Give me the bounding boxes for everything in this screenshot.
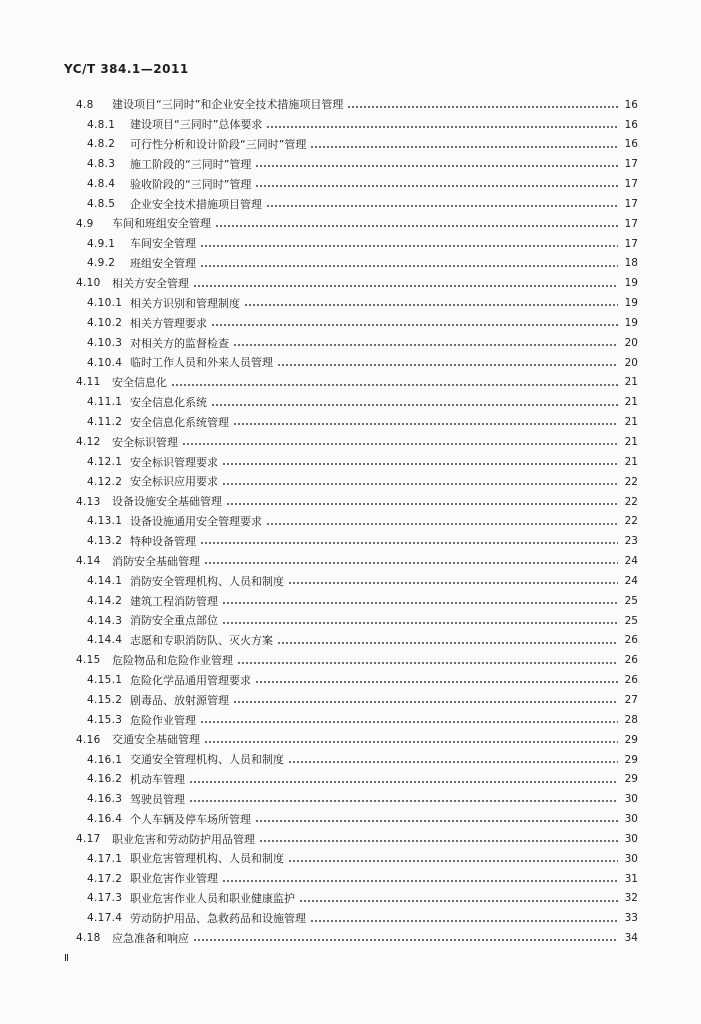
toc-entry-number: 4.17.1 [87, 852, 123, 865]
toc-entry-number: 4.13.2 [87, 535, 123, 548]
toc-entry[interactable] [76, 155, 638, 175]
toc-entry-page: 33 [624, 912, 638, 925]
toc-entry-title: 志愿和专职消防队、灭火方案 [130, 634, 273, 648]
toc-entry-number: 4.9.1 [87, 237, 116, 250]
dot-leader [288, 760, 618, 764]
toc-entry-number: 4.14.3 [87, 614, 123, 627]
toc-entry-page: 30 [624, 813, 638, 826]
toc-entry[interactable] [76, 730, 638, 750]
toc-entry[interactable] [76, 790, 638, 810]
toc-entry-number: 4.14.2 [87, 594, 123, 607]
dot-leader [200, 244, 618, 248]
dot-leader [277, 363, 618, 367]
toc-entry-page: 17 [624, 217, 638, 230]
toc-entry-title: 消防安全基础管理 [112, 554, 200, 568]
toc-entry-page: 17 [624, 197, 638, 210]
toc-entry-title: 对相关方的监督检查 [130, 336, 229, 350]
toc-entry-number: 4.15.2 [87, 693, 123, 706]
toc-entry[interactable] [76, 373, 638, 393]
dot-leader [310, 919, 618, 923]
toc-entry-number: 4.14.1 [87, 574, 123, 587]
toc-entry[interactable] [76, 492, 638, 512]
toc-entry-number: 4.10.4 [87, 356, 123, 369]
toc-entry-number: 4.8 [76, 98, 94, 111]
toc-entry-page: 17 [624, 237, 638, 250]
toc-entry-title: 消防安全重点部位 [130, 614, 218, 628]
toc-entry-title: 个人车辆及停车场所管理 [130, 812, 251, 826]
toc-entry[interactable] [76, 928, 638, 948]
toc-entry-number: 4.11.2 [87, 416, 123, 429]
toc-entry[interactable] [76, 591, 638, 611]
toc-entry-number: 4.14.4 [87, 634, 123, 647]
toc-entry-page: 26 [624, 654, 638, 667]
toc-entry-page: 16 [624, 98, 638, 111]
toc-entry-number: 4.10.2 [87, 316, 123, 329]
toc-entry-title: 安全信息化系统管理 [130, 415, 229, 429]
toc-entry-page: 22 [624, 475, 638, 488]
toc-entry[interactable] [76, 413, 638, 433]
toc-entry-page: 21 [624, 376, 638, 389]
toc-entry-title: 企业安全技术措施项目管理 [130, 197, 262, 211]
toc-entry-page: 19 [624, 277, 638, 290]
toc-entry[interactable] [76, 690, 638, 710]
toc-entry-page: 28 [624, 713, 638, 726]
toc-entry[interactable] [76, 512, 638, 532]
toc-entry-number: 4.16.2 [87, 773, 123, 786]
toc-entry-title: 相关方管理要求 [130, 316, 207, 330]
toc-entry-title: 应急准备和响应 [112, 931, 189, 945]
toc-entry[interactable] [76, 214, 638, 234]
dot-leader [244, 303, 618, 307]
dot-leader [237, 661, 618, 665]
toc-entry-page: 20 [624, 336, 638, 349]
toc-entry-title: 职业危害管理机构、人员和制度 [130, 852, 284, 866]
toc-entry-title: 验收阶段的“三同时”管理 [130, 177, 252, 191]
dot-leader [189, 799, 618, 803]
toc-entry-number: 4.12.1 [87, 455, 123, 468]
toc-entry-title: 职业危害作业管理 [130, 872, 218, 886]
dot-leader [222, 879, 618, 883]
toc-entry[interactable] [76, 472, 638, 492]
dot-leader [259, 839, 618, 843]
toc-entry-title: 车间安全管理 [130, 237, 196, 251]
toc-entry-title: 相关方识别和管理制度 [130, 296, 240, 310]
toc-entry[interactable] [76, 174, 638, 194]
toc-entry-title: 安全标识应用要求 [130, 475, 218, 489]
toc-entry-page: 30 [624, 852, 638, 865]
toc-entry-page: 32 [624, 892, 638, 905]
toc-entry-title: 临时工作人员和外来人员管理 [130, 356, 273, 370]
toc-entry-number: 4.16.3 [87, 793, 123, 806]
toc-entry[interactable] [76, 274, 638, 294]
toc-entry-title: 劳动防护用品、急救药品和设施管理 [130, 912, 306, 926]
toc-entry[interactable] [76, 135, 638, 155]
toc-entry-number: 4.13 [76, 495, 101, 508]
toc-entry-page: 23 [624, 535, 638, 548]
toc-entry-title: 危险化学品通用管理要求 [130, 673, 251, 687]
page-number: Ⅱ [64, 953, 69, 964]
dot-leader [226, 502, 618, 506]
toc-entry-number: 4.12 [76, 436, 101, 449]
toc-entry-page: 17 [624, 178, 638, 191]
toc-entry-number: 4.11 [76, 376, 101, 389]
toc-entry[interactable] [76, 750, 638, 770]
toc-entry-page: 29 [624, 733, 638, 746]
toc-entry[interactable] [76, 631, 638, 651]
toc-entry-page: 18 [624, 257, 638, 270]
dot-leader [193, 938, 618, 942]
document-header: YC/T 384.1—2011 [64, 62, 189, 76]
toc-entry[interactable] [76, 889, 638, 909]
toc-entry-page: 27 [624, 693, 638, 706]
toc-entry-page: 30 [624, 793, 638, 806]
dot-leader [200, 541, 618, 545]
toc-entry-number: 4.17 [76, 832, 101, 845]
toc-entry-page: 25 [624, 614, 638, 627]
dot-leader [288, 859, 618, 863]
toc-entry-page: 19 [624, 297, 638, 310]
toc-entry-number: 4.12.2 [87, 475, 123, 488]
toc-entry-number: 4.10 [76, 277, 101, 290]
dot-leader [222, 601, 618, 605]
toc-entry[interactable] [76, 293, 638, 313]
toc-entry-page: 22 [624, 495, 638, 508]
toc-entry[interactable] [76, 313, 638, 333]
toc-entry-title: 相关方安全管理 [112, 277, 189, 291]
toc-entry-number: 4.8.1 [87, 118, 116, 131]
toc-entry-number: 4.15.1 [87, 674, 123, 687]
toc-entry-number: 4.8.2 [87, 138, 116, 151]
dot-leader [233, 700, 618, 704]
dot-leader [255, 184, 618, 188]
toc-entry-number: 4.17.3 [87, 892, 123, 905]
toc-entry-number: 4.17.2 [87, 872, 123, 885]
toc-entry-title: 建设项目“三同时”和企业安全技术措施项目管理 [112, 98, 344, 112]
toc-entry[interactable] [76, 254, 638, 274]
toc-entry[interactable] [76, 432, 638, 452]
dot-leader [189, 780, 618, 784]
toc-entry[interactable] [76, 710, 638, 730]
toc-entry-title: 危险物品和危险作业管理 [112, 654, 233, 668]
dot-leader [233, 422, 618, 426]
toc-entry-page: 29 [624, 773, 638, 786]
toc-entry-page: 24 [624, 574, 638, 587]
dot-leader [171, 383, 618, 387]
toc-entry-number: 4.15 [76, 654, 101, 667]
toc-entry-number: 4.13.1 [87, 515, 123, 528]
toc-entry-title: 设备设施安全基础管理 [112, 495, 222, 509]
toc-entry[interactable] [76, 333, 638, 353]
toc-entry[interactable] [76, 770, 638, 790]
toc-entry-number: 4.8.5 [87, 197, 116, 210]
toc-entry-number: 4.10.1 [87, 297, 123, 310]
toc-entry-number: 4.8.4 [87, 178, 116, 191]
toc-entry[interactable] [76, 194, 638, 214]
toc-entry-page: 21 [624, 436, 638, 449]
toc-entry-number: 4.14 [76, 555, 101, 568]
toc-entry-number: 4.16.4 [87, 813, 123, 826]
toc-entry-number: 4.9.2 [87, 257, 116, 270]
toc-entry-title: 危险作业管理 [130, 713, 196, 727]
dot-leader [222, 462, 618, 466]
toc-entry[interactable] [76, 393, 638, 413]
toc-entry[interactable] [76, 670, 638, 690]
table-of-contents [76, 95, 638, 948]
toc-entry-page: 34 [624, 932, 638, 945]
dot-leader [222, 482, 618, 486]
toc-entry-title: 剧毒品、放射源管理 [130, 693, 229, 707]
toc-entry-title: 车间和班组安全管理 [112, 217, 211, 231]
toc-entry[interactable] [76, 452, 638, 472]
dot-leader [211, 323, 618, 327]
toc-entry[interactable] [76, 551, 638, 571]
toc-entry-page: 20 [624, 356, 638, 369]
toc-entry-title: 职业危害和劳动防护用品管理 [112, 832, 255, 846]
toc-entry[interactable] [76, 532, 638, 552]
toc-entry-page: 30 [624, 832, 638, 845]
dot-leader [211, 403, 618, 407]
toc-entry-title: 特种设备管理 [130, 534, 196, 548]
toc-entry-title: 安全信息化系统 [130, 396, 207, 410]
dot-leader [310, 145, 618, 149]
toc-entry[interactable] [76, 809, 638, 829]
toc-entry-page: 25 [624, 594, 638, 607]
toc-entry-title: 职业危害作业人员和职业健康监护 [130, 892, 295, 906]
toc-entry-number: 4.17.4 [87, 912, 123, 925]
toc-entry-title: 交通安全基础管理 [112, 733, 200, 747]
toc-entry[interactable] [76, 234, 638, 254]
toc-entry-page: 21 [624, 455, 638, 468]
toc-entry-number: 4.15.3 [87, 713, 123, 726]
dot-leader [288, 581, 618, 585]
toc-entry[interactable] [76, 869, 638, 889]
dot-leader [193, 284, 618, 288]
toc-entry-number: 4.18 [76, 932, 101, 945]
toc-entry-title: 班组安全管理 [130, 257, 196, 271]
toc-entry-page: 26 [624, 634, 638, 647]
toc-entry-page: 21 [624, 416, 638, 429]
toc-entry-title: 安全标识管理要求 [130, 455, 218, 469]
toc-entry[interactable] [76, 353, 638, 373]
dot-leader [182, 442, 618, 446]
toc-entry-page: 31 [624, 872, 638, 885]
dot-leader [266, 204, 618, 208]
toc-entry-page: 17 [624, 158, 638, 171]
dot-leader [266, 522, 618, 526]
toc-entry-page: 22 [624, 515, 638, 528]
toc-entry-number: 4.16 [76, 733, 101, 746]
toc-entry-title: 施工阶段的“三同时”管理 [130, 157, 252, 171]
dot-leader [233, 343, 618, 347]
dot-leader [255, 819, 618, 823]
toc-entry-page: 26 [624, 674, 638, 687]
toc-entry-title: 设备设施通用安全管理要求 [130, 515, 262, 529]
toc-entry-title: 建设项目“三同时”总体要求 [130, 118, 263, 132]
dot-leader [266, 125, 618, 129]
toc-entry-page: 29 [624, 753, 638, 766]
toc-entry[interactable] [76, 571, 638, 591]
dot-leader [277, 641, 618, 645]
toc-entry[interactable] [76, 909, 638, 929]
dot-leader [347, 105, 618, 109]
toc-entry[interactable] [76, 829, 638, 849]
toc-entry-page: 19 [624, 316, 638, 329]
toc-entry-number: 4.16.1 [87, 753, 123, 766]
toc-entry-number: 4.11.1 [87, 396, 123, 409]
toc-entry[interactable] [76, 115, 638, 135]
dot-leader [204, 561, 618, 565]
toc-entry-title: 可行性分析和设计阶段“三同时”管理 [130, 138, 307, 152]
toc-entry-title: 消防安全管理机构、人员和制度 [130, 574, 284, 588]
toc-entry[interactable] [76, 95, 638, 115]
dot-leader [255, 680, 618, 684]
toc-entry-title: 交通安全管理机构、人员和制度 [130, 753, 284, 767]
toc-entry-title: 机动车管理 [130, 773, 185, 787]
toc-entry-page: 24 [624, 555, 638, 568]
toc-entry-number: 4.10.3 [87, 336, 123, 349]
dot-leader [222, 621, 618, 625]
toc-entry-page: 16 [624, 138, 638, 151]
dot-leader [299, 899, 618, 903]
toc-entry-title: 建筑工程消防管理 [130, 594, 218, 608]
toc-entry-title: 安全信息化 [112, 376, 167, 390]
dot-leader [200, 264, 618, 268]
toc-entry[interactable] [76, 611, 638, 631]
dot-leader [200, 720, 618, 724]
toc-entry[interactable] [76, 849, 638, 869]
dot-leader [255, 164, 618, 168]
toc-entry-page: 21 [624, 396, 638, 409]
toc-entry-title: 安全标识管理 [112, 435, 178, 449]
toc-entry-page: 16 [624, 118, 638, 131]
dot-leader [215, 224, 618, 228]
toc-entry-title: 驾驶员管理 [130, 792, 185, 806]
toc-entry-number: 4.8.3 [87, 158, 116, 171]
toc-entry-number: 4.9 [76, 217, 94, 230]
toc-entry[interactable] [76, 651, 638, 671]
dot-leader [204, 740, 618, 744]
